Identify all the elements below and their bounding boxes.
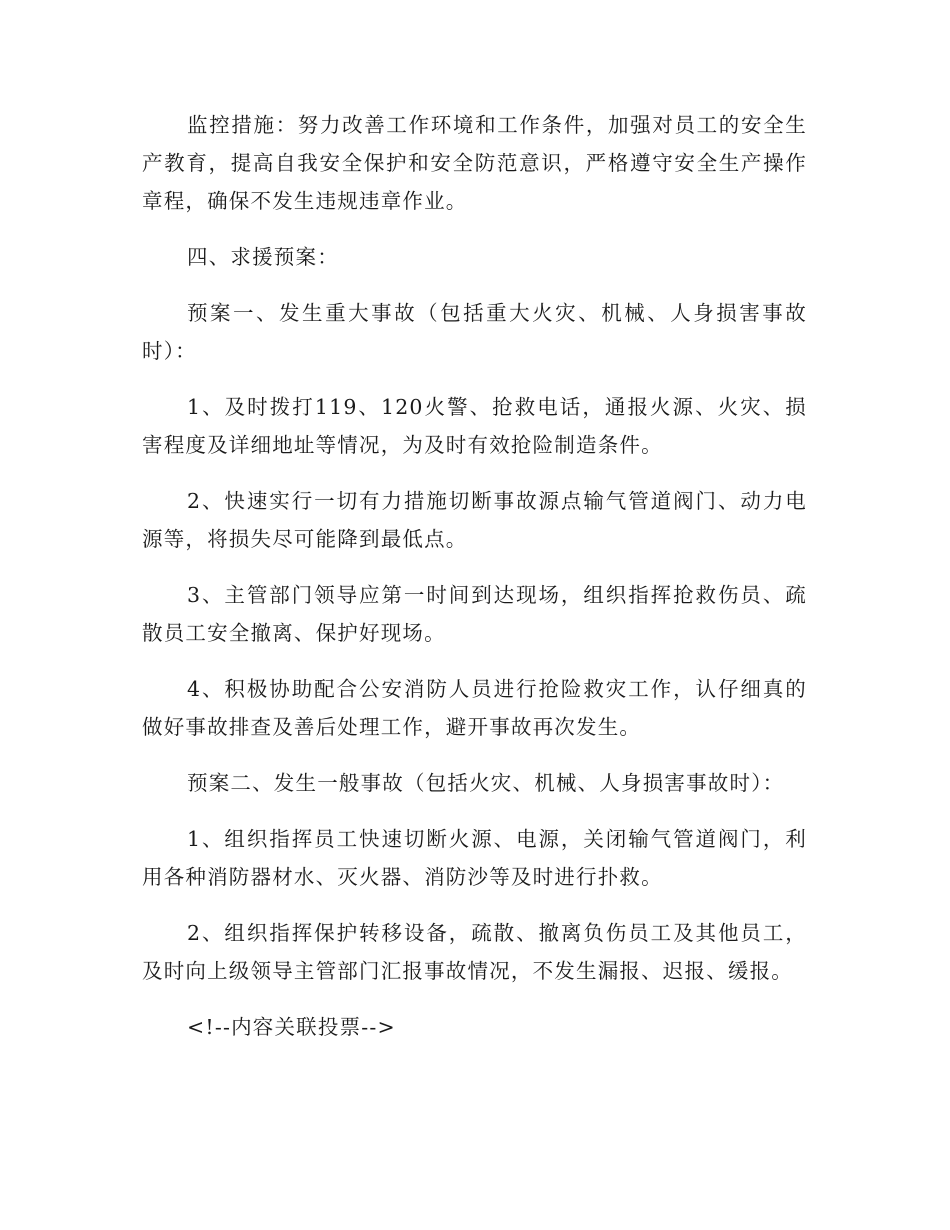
paragraph-plan-one-item-4: 4、积极协助配合公安消防人员进行抢险救灾工作，认仔细真的做好事故排查及善后处理工作，避开事故再次发生。 [142, 677, 807, 739]
section-heading-rescue-plan: 四、求援预案： [187, 245, 339, 269]
paragraph-plan-one-heading: 预案一、发生重大事故（包括重大火灾、机械、人身损害事故时）： [142, 301, 807, 363]
paragraph-plan-one-item-1: 1、及时拨打119、120火警、抢救电话，通报火源、火灾、损害程度及详细地址等情况，为及时有效抢险制造条件。 [142, 395, 807, 457]
document-body [142, 106, 807, 1064]
paragraph-plan-one-item-3: 3、主管部门领导应第一时间到达现场，组织指挥抢救伤员、疏散员工安全撤离、保护好现场。 [142, 583, 807, 645]
paragraph-plan-two-item-1: 1、组织指挥员工快速切断火源、电源，关闭输气管道阀门，利用各种消防器材水、灭火器、消防沙等及时进行扑救。 [142, 827, 807, 889]
paragraph-plan-one-item-2: 2、快速实行一切有力措施切断事故源点输气管道阀门、动力电源等，将损失尽可能降到最低点。 [142, 489, 807, 551]
paragraph-monitoring-measures: 监控措施：努力改善工作环境和工作条件，加强对员工的安全生产教育，提高自我安全保护和安全防范意识，严格遵守安全生产操作章程，确保不发生违规违章作业。 [142, 113, 807, 213]
paragraph-plan-two-heading: 预案二、发生一般事故（包括火灾、机械、人身损害事故时）： [187, 771, 785, 795]
paragraph-plan-two-item-2: 2、组织指挥保护转移设备，疏散、撤离负伤员工及其他员工，及时向上级领导主管部门汇报事故情况，不发生漏报、迟报、缓报。 [142, 921, 807, 983]
paragraph-html-comment-text: <!--内容关联投票--> [187, 1015, 396, 1039]
